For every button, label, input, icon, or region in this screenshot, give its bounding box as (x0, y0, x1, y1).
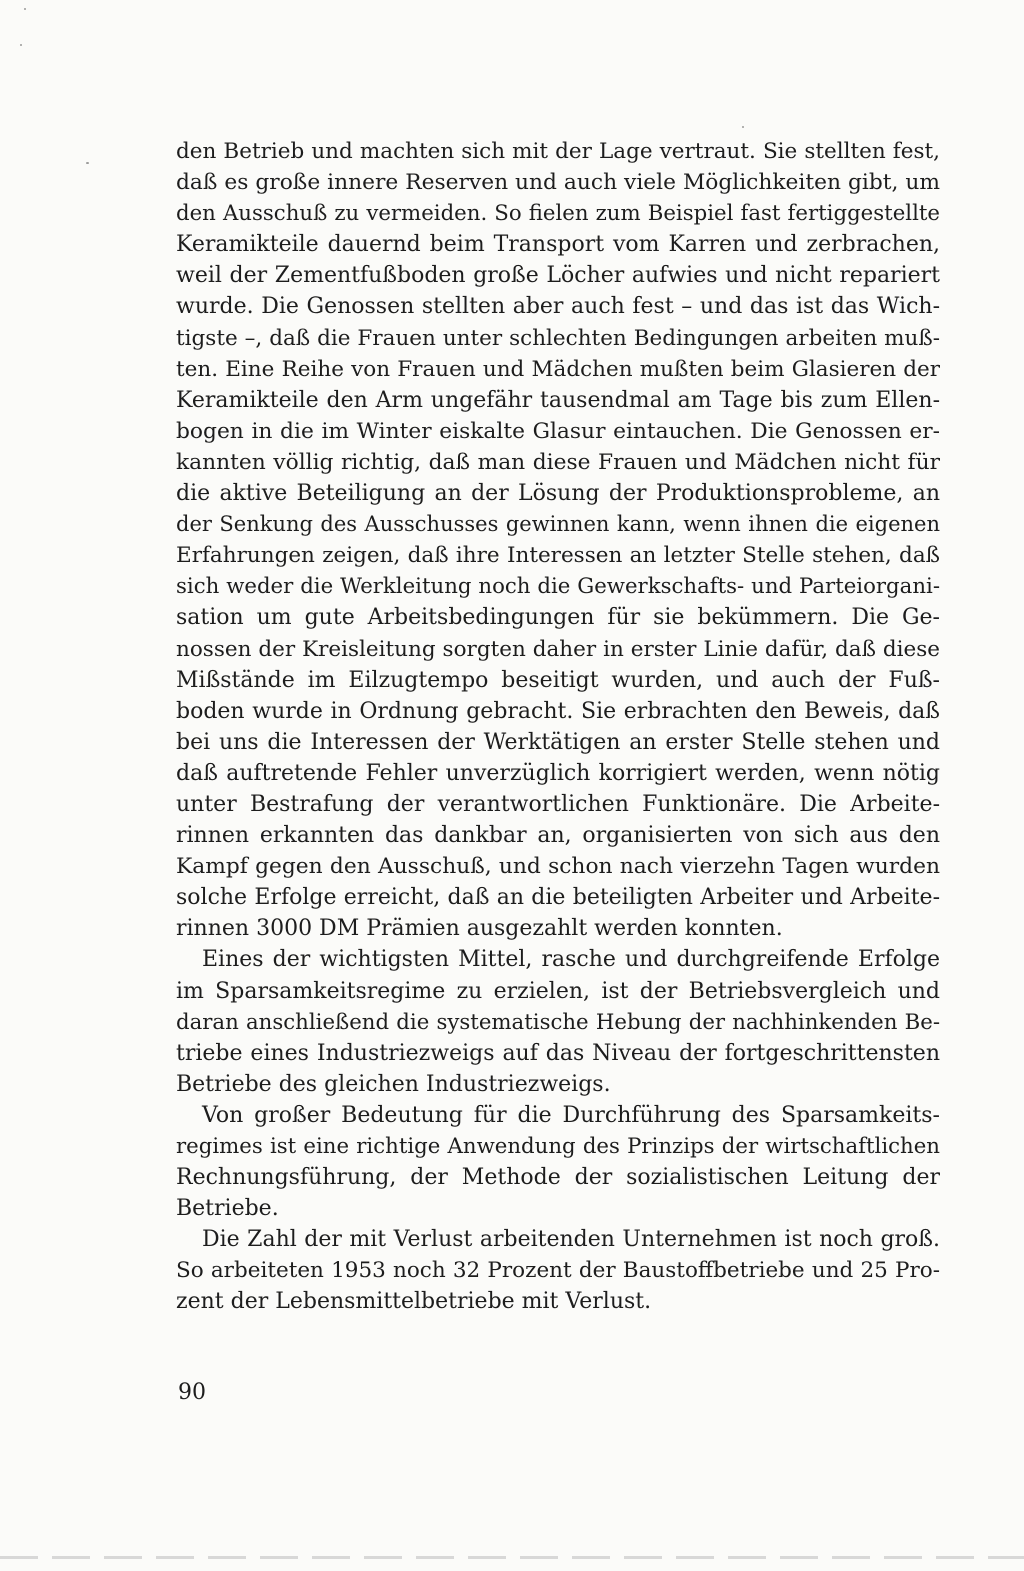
text-line: Von großer Bedeutung für die Durchführung des Sparsamkeits- (202, 1102, 940, 1128)
text-line: wurde. Die Genossen stellten aber auch fest – und das ist das Wich- (176, 294, 940, 320)
text-line: rinnen erkannten das dankbar an, organisierten von sich aus den (176, 823, 940, 849)
text-line: Betriebe. (176, 1196, 279, 1222)
text-line: Betriebe des gleichen Industriezweigs. (176, 1071, 611, 1097)
text-line: unter Bestrafung der verantwortlichen Funktionäre. Die Arbeite- (176, 791, 940, 817)
text-line: nossen der Kreisleitung sorgten daher in erster Linie dafür, daß diese (176, 636, 940, 662)
text-line: weil der Zementfußboden große Löcher aufwies und nicht repariert (176, 263, 940, 289)
scan-speck (742, 126, 744, 128)
paragraph (176, 944, 940, 1099)
text-line: sich weder die Werkleitung noch die Gewerkschafts- und Parteiorgani- (176, 574, 940, 600)
text-line: regimes ist eine richtige Anwendung des Prinzips der wirtschaftlichen (176, 1134, 940, 1159)
text-line: den Ausschuß zu vermeiden. So fielen zum Beispiel fast fertiggestellte (176, 201, 940, 227)
text-line: daß auftretende Fehler unverzüglich korrigiert werden, wenn nötig (176, 760, 940, 786)
paragraph (176, 136, 940, 944)
text-line: Erfahrungen zeigen, daß ihre Interessen an letzter Stelle stehen, daß (176, 543, 940, 569)
paragraph (176, 1224, 940, 1317)
text-line: bogen in die im Winter eiskalte Glasur eintauchen. Die Genossen er- (176, 418, 940, 444)
text-line: Eines der wichtigsten Mittel, rasche und durchgreifende Erfolge (202, 947, 940, 973)
text-line: Mißstände im Eilzugtempo beseitigt wurden, und auch der Fuß- (176, 667, 940, 693)
scan-speck (24, 8, 26, 10)
text-line: Rechnungsführung, der Methode der sozialistischen Leitung der (176, 1165, 940, 1191)
scan-speck (20, 44, 22, 46)
scan-bottom-edge (0, 1556, 1024, 1559)
text-line: daran anschließend die systematische Hebung der nachhinkenden Be- (176, 1009, 940, 1035)
text-line: bei uns die Interessen der Werktätigen an erster Stelle stehen und (176, 729, 940, 755)
text-line: Die Zahl der mit Verlust arbeitenden Unternehmen ist noch groß. (202, 1227, 940, 1253)
text-line: der Senkung des Ausschusses gewinnen kann, wenn ihnen die eigenen (176, 512, 940, 537)
text-line: tigste –, daß die Frauen unter schlechten Bedingungen arbeiten muß- (176, 325, 940, 351)
text-line: die aktive Beteiligung an der Lösung der Produktionsprobleme, an (176, 481, 940, 507)
text-line: rinnen 3000 DM Prämien ausgezahlt werden konnten. (176, 916, 783, 942)
body-text (176, 136, 940, 1318)
text-line: zent der Lebensmittelbetriebe mit Verlust. (176, 1289, 652, 1315)
text-line: daß es große innere Reserven und auch viele Möglichkeiten gibt, um (176, 170, 940, 196)
text-line: sation um gute Arbeitsbedingungen für sie bekümmern. Die Ge- (176, 605, 940, 631)
text-line: So arbeiteten 1953 noch 32 Prozent der Baustoffbetriebe und 25 Pro- (176, 1258, 940, 1284)
text-line: boden wurde in Ordnung gebracht. Sie erbrachten den Beweis, daß (176, 698, 940, 724)
text-line: triebe eines Industriezweigs auf das Niveau der fortgeschrittensten (176, 1040, 940, 1066)
scan-speck (86, 162, 89, 164)
text-line: im Sparsamkeitsregime zu erzielen, ist der Betriebsvergleich und (176, 978, 940, 1004)
text-line: den Betrieb und machten sich mit der Lage vertraut. Sie stellten fest, (176, 139, 940, 164)
paragraph (176, 1100, 940, 1224)
text-line: Keramikteile dauernd beim Transport vom Karren und zerbrachen, (176, 232, 940, 258)
text-line: kannten völlig richtig, daß man diese Frauen und Mädchen nicht für (176, 449, 940, 475)
text-line: Kampf gegen den Ausschuß, und schon nach vierzehn Tagen wurden (176, 854, 940, 880)
text-line: solche Erfolge erreicht, daß an die beteiligten Arbeiter und Arbeite- (176, 885, 940, 911)
text-line: ten. Eine Reihe von Frauen und Mädchen mußten beim Glasieren der (176, 356, 940, 382)
page-number: 90 (178, 1380, 206, 1405)
text-line: Keramikteile den Arm ungefähr tausendmal am Tage bis zum Ellen- (176, 387, 940, 413)
